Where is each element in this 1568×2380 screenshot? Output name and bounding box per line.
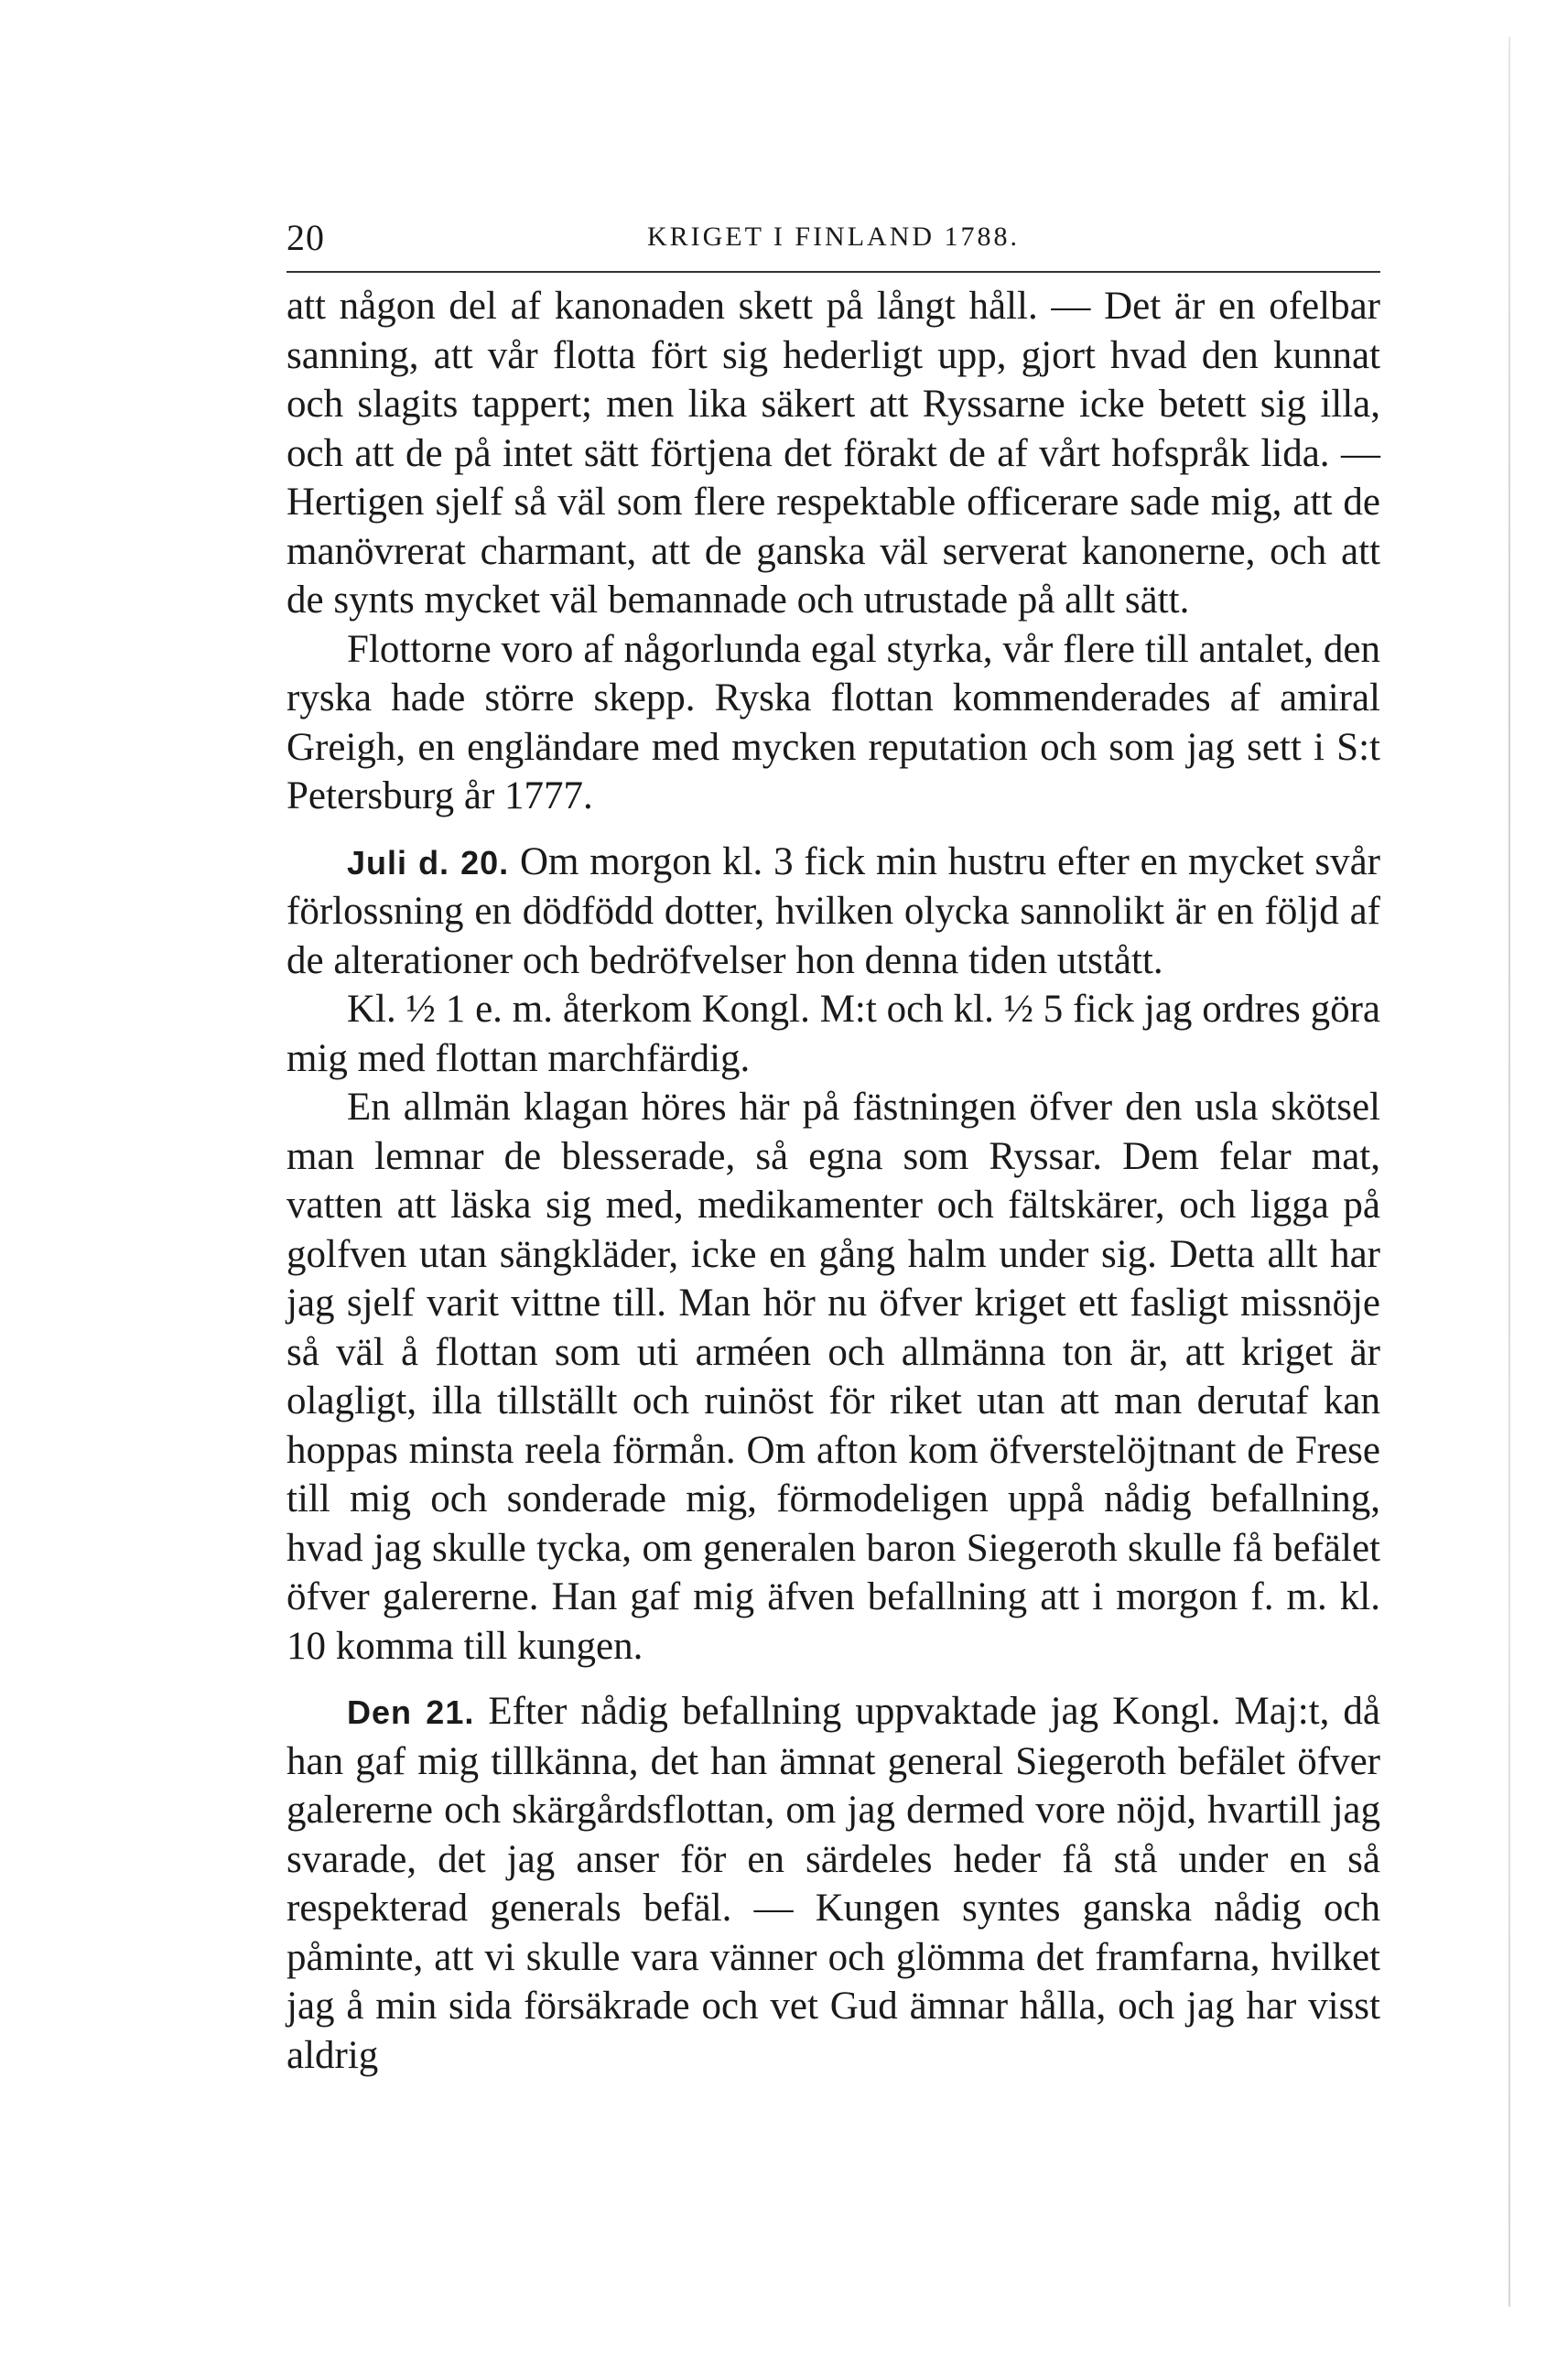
body-text [287, 282, 1380, 2080]
paragraph-text: Efter nådig befallning uppvaktade jag Kongl. Maj:t, då han gaf mig tillkänna, det han ämnat general Siegeroth befälet öfver galererne och skärgårdsflottan, om jag dermed vore nöjd, hvartill jag svarade, det jag anser för en särdeles heder få stå under en så respekterad generals befäl. — Kungen syntes ganska nådig och påminte, att vi skulle vara vänner och glömma det framfarna, hvilket jag å min sida försäkrade och vet Gud ämnar hålla, och jag har visst aldrig [287, 1690, 1381, 2077]
entry-date: Juli d. 20. [347, 843, 510, 882]
dated-entry [287, 1687, 1380, 2080]
paragraph-text: att någon del af kanonaden skett på långt håll. — Det är en ofelbar sanning, att vår flotta fört sig hederligt upp, gjort hvad den kunnat och slagits tappert; men lika säkert att Ryssarne icke betett sig illa, och att de på intet sätt förtjena det förakt de af vårt hofspråk lida. — Hertigen sjelf så väl som flere respektable officerare sade mig, att de manövrerat charmant, att de ganska väl serverat kanonerne, och att de synts mycket väl bemannade och utrustade på allt sätt. [287, 285, 1380, 622]
paragraph-text: Om morgon kl. 3 fick min hustru efter en mycket svår förlossning en dödfödd dotter, hvilken olycka sannolikt är en följd af de alterationer och bedröfvelser hon denna tiden utstått. [287, 839, 1381, 982]
page-number: 20 [287, 217, 325, 258]
running-head: KRIGET I FINLAND 1788. [646, 222, 1021, 252]
page-header [287, 216, 1380, 273]
paragraph-text: Kl. ½ 1 e. m. återkom Kongl. M:t och kl. ½ 5 fick jag ordres göra mig med flottan marchfärdig. [287, 988, 1380, 1080]
paragraph-text: Flottorne voro af någorlunda egal styrka, vår flere till antalet, den ryska hade större skepp. Ryska flottan kommenderades af amiral Greigh, en engländare med mycken reputation och som jag sett i S:t Petersburg år 1777. [287, 627, 1380, 817]
dated-entry [287, 838, 1380, 986]
paragraph [287, 1083, 1380, 1671]
paragraph [287, 282, 1380, 625]
paragraph [287, 625, 1380, 821]
page-edge [1509, 37, 1510, 2307]
paragraph-text: En allmän klagan höres här på fästningen öfver den usla skötsel man lemnar de blesserade, så egna som Ryssar. Dem felar mat, vatten att läska sig med, medikamenter och fältskärer, och ligga på golfven utan sängkläder, icke en gång halm under sig. Detta allt har jag sjelf varit vittne till. Man hör nu öfver kriget ett fasligt missnöje så väl å flottan som uti arméen och allmänna ton är, att kriget är olagligt, illa tillställt och ruinöst för riket utan att man derutaf kan hoppas minsta reela förmån. Om afton kom öfverstelöjtnant de Frese till mig och sonderade mig, förmodeligen uppå nådig befallning, hvad jag skulle tycka, om generalen baron Siegeroth skulle få befälet öfver galererne. Han gaf mig äfven befallning att i morgon f. m. kl. 10 komma till kungen. [287, 1086, 1380, 1668]
entry-date: Den 21. [347, 1693, 475, 1731]
paragraph [287, 985, 1380, 1083]
